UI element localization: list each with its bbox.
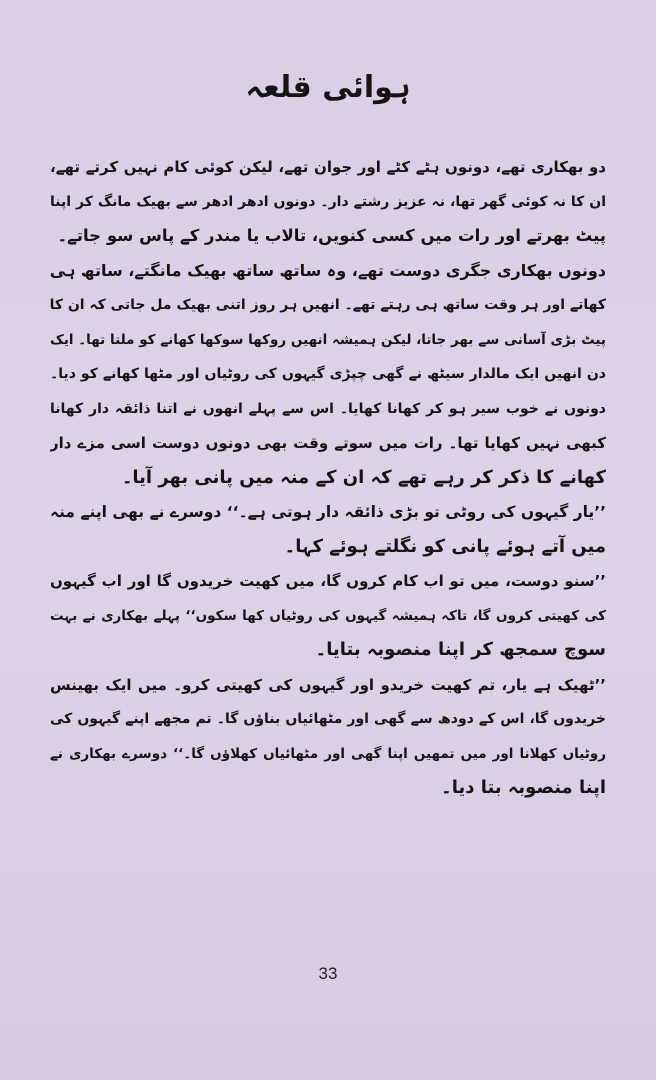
- text-line: کھانے کا ذکر کر رہے تھے کہ ان کے منہ میں پانی بھر آیا۔: [121, 466, 606, 488]
- text-line: کبھی نہیں کھایا تھا۔ رات میں سوتے وقت بھی دونوں دوست اسی مزے دار: [50, 434, 606, 452]
- text-line: ان کا نہ کوئی گھر تھا، نہ عزیز رشتے دار۔ دونوں ادھر ادھر سے بھیک مانگ کر اپنا: [50, 193, 606, 210]
- text-line: دونوں نے خوب سیر ہو کر کھانا کھایا۔ اس سے پہلے انھوں نے اتنا ذائقہ دار کھانا: [50, 400, 606, 417]
- text-line: ’’سنو دوست، میں تو اب کام کروں گا، میں کھیت خریدوں گا اور اب گیہوں: [50, 572, 606, 590]
- text-line: کی کھیتی کروں گا، تاکہ ہمیشہ گیہوں کی روٹیاں کھا سکوں‘‘ پہلے بھکاری نے بہت: [50, 607, 606, 624]
- text-line: ’’ٹھیک ہے یار، تم کھیت خریدو اور گیہوں کی کھیتی کرو۔ میں ایک بھینس: [50, 675, 606, 694]
- text-line: دو بھکاری تھے، دونوں ہٹے کٹے اور جوان تھے، لیکن کوئی کام نہیں کرتے تھے،: [50, 158, 606, 176]
- story-body: [50, 150, 606, 806]
- text-line: اپنا منصوبہ بتا دیا۔: [441, 777, 606, 798]
- page-number: 33: [318, 964, 338, 983]
- text-line: پیٹ بھرتے اور رات میں کسی کنویں، تالاب یا مندر کے پاس سو جاتے۔: [57, 226, 606, 245]
- text-line: دن انھیں ایک مالدار سیٹھ نے گھی چپڑی گیہوں کی روٹیاں اور مٹھا کھانے کو دیا۔: [50, 366, 606, 382]
- text-line: خریدوں گا، اس کے دودھ سے گھی اور مٹھائیاں بناؤں گا۔ تم مجھے اپنے گیہوں کی: [50, 711, 606, 727]
- text-line: سوچ سمجھ کر اپنا منصوبہ بتایا۔: [315, 639, 606, 660]
- text-line: ’’یار گیہوں کی روٹی تو بڑی ذائقہ دار ہوتی ہے۔‘‘ دوسرے نے بھی اپنے منہ: [50, 503, 606, 521]
- text-line: میں آتے ہوئے پانی کو نگلتے ہوئے کہا۔: [284, 535, 606, 557]
- text-line: دونوں بھکاری جگری دوست تھے، وہ ساتھ ساتھ بھیک مانگتے، ساتھ ہی: [50, 260, 606, 280]
- text-line: کھاتے اور ہر وقت ساتھ ہی رہتے تھے۔ انھیں ہر روز اتنی بھیک مل جاتی کہ ان کا: [50, 297, 606, 313]
- story-title: ہوائی قلعہ: [245, 70, 411, 105]
- text-line: پیٹ بڑی آسانی سے بھر جاتا، لیکن ہمیشہ انھیں روکھا سوکھا کھانے کو ملتا تھا۔ ایک: [50, 331, 606, 348]
- text-line: روٹیاں کھلانا اور میں تمھیں اپنا گھی اور مٹھائیاں کھلاؤں گا۔‘‘ دوسرے بھکاری نے: [50, 745, 606, 762]
